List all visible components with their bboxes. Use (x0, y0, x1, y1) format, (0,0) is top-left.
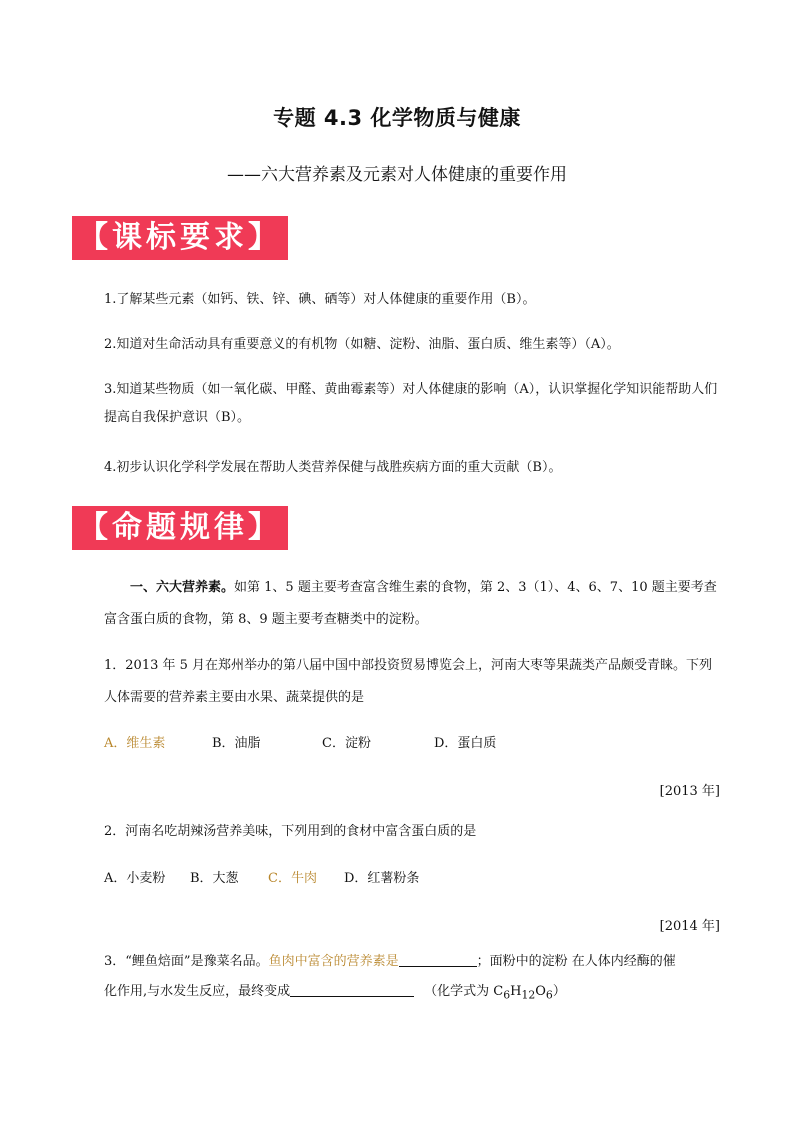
page-subtitle: ——六大营养素及元素对人体健康的重要作用 (227, 165, 567, 185)
question-1-options (104, 734, 496, 754)
section-1-paragraph (104, 572, 724, 636)
q2-option-d: D．红薯粉条 (344, 871, 420, 886)
q3-highlight: 鱼肉中富含的营养素是 (268, 954, 399, 969)
requirement-4: 4.初步认识化学科学发展在帮助人类营养保健与战胜疾病方面的重大贡献（B）。 (104, 460, 562, 475)
q3-part-2: ；面粉中的淀粉 在人体内经酶的催 (476, 954, 676, 969)
patterns-banner: 【命题规律】 (72, 506, 288, 550)
question-1-year: [2013 年] (659, 784, 720, 799)
q3-blank-2 (290, 982, 414, 997)
q3-formula: （化学式为 $C_6H_{12}O_6$） (424, 984, 566, 1002)
question-3-line-2 (104, 976, 724, 1012)
requirement-2: 2.知道对生命活动具有重要意义的有机物（如糖、淀粉、油脂、蛋白质、维生素等）（A）。 (104, 337, 620, 352)
q1-option-d: D．蛋白质 (434, 736, 497, 751)
q2-option-c: C．牛肉 (268, 871, 317, 886)
q3-line-2: 化作用,与水发生反应，最终变成 (104, 984, 291, 999)
requirement-1: 1.了解某些元素（如钙、铁、锌、碘、硒等）对人体健康的重要作用（B）。 (104, 292, 536, 307)
section-1-text: 如第 1、5 题主要考查富含维生素的食物，第 2、3（1）、4、6、7、10 题主要考查富含蛋白质的食物，第 8、9 题主要考查糖类中的淀粉。 (104, 580, 717, 627)
q2-option-a: A．小麦粉 (104, 871, 166, 886)
q2-option-b: B．大葱 (190, 871, 239, 886)
requirement-3: 3.知道某些物质（如一氧化碳、甲醛、黄曲霉素等）对人体健康的影响（A），认识掌握化学知识能帮助人们提高自我保护意识（B）。 (104, 382, 718, 425)
q1-option-c: C．淀粉 (322, 736, 371, 751)
question-2-year: [2014 年] (659, 919, 720, 934)
q3-part-1: 3．“鲤鱼焙面”是豫菜名品。 (104, 954, 269, 969)
q1-option-a: A．维生素 (104, 736, 166, 751)
question-2-options (104, 869, 419, 889)
q1-option-b: B．油脂 (212, 736, 261, 751)
section-1-heading: 一、六大营养素。 (130, 580, 235, 595)
question-1-stem: 1．2013 年 5 月在郑州举办的第八届中国中部投资贸易博览会上，河南大枣等果蔬类产品颇受青睐。下列人体需要的营养素主要由水果、蔬菜提供的是 (104, 658, 713, 705)
requirements-banner: 【课标要求】 (72, 216, 288, 260)
page-title: 专题 4.3 化学物质与健康 (273, 106, 521, 130)
question-2-stem: 2．河南名吃胡辣汤营养美味，下列用到的食材中富含蛋白质的是 (104, 824, 477, 839)
question-3-line-1 (104, 946, 724, 978)
q3-blank-1 (399, 952, 477, 967)
